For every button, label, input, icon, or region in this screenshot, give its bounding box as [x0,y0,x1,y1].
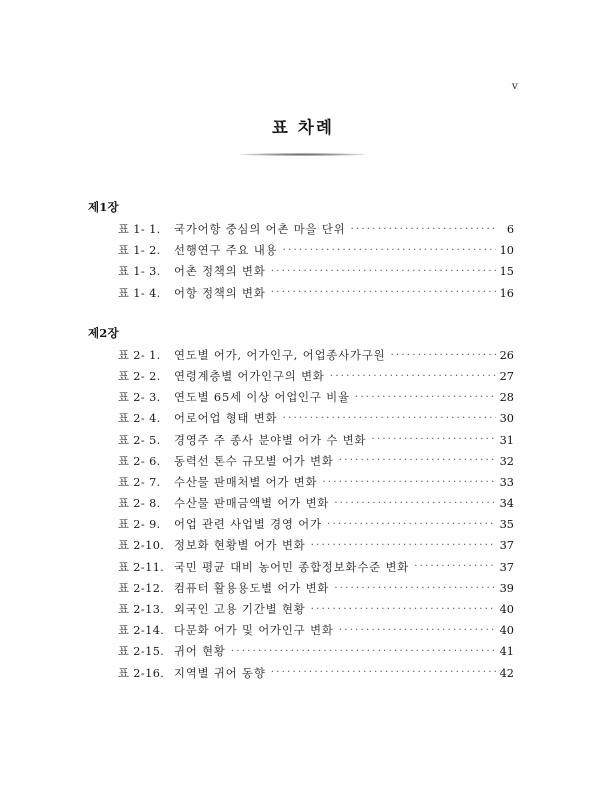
entry-label: 표 1- 1. [118,223,161,236]
chapter-heading-1: 제1장 [88,200,119,214]
entry-label: 표 1- 2. [118,244,161,258]
entry-label: 표 2-13. [118,603,165,616]
decorative-rule [241,153,365,156]
table-of-contents [88,199,514,686]
list-item[interactable] [88,221,514,242]
entry-page-number: 15 [499,265,514,279]
entry-title: 경영주 주 종사 분야별 어가 수 변화 [174,433,367,447]
entry-title: 귀어 현황 [174,645,226,659]
list-item[interactable] [88,432,514,453]
dot-leader [283,243,497,254]
title-rule-wrapper [0,153,606,159]
dot-leader [271,264,496,275]
entry-label: 표 2- 9. [118,518,161,532]
dot-leader [322,475,496,486]
entry-label: 표 2-15. [118,645,165,659]
entry-label: 표 2- 1. [118,348,161,362]
entry-label: 표 2-14. [118,624,165,638]
entry-title: 수산물 판매처별 어가 변화 [174,475,318,489]
entry-page-number: 28 [499,391,514,405]
entry-title: 국민 평균 대비 농어민 종합정보화수준 변화 [174,560,410,574]
entry-page-number: 10 [499,244,514,258]
list-item[interactable] [88,537,514,558]
dot-leader [414,559,496,570]
dot-leader [339,453,496,464]
entry-page-number: 42 [499,666,514,680]
entry-label: 표 2- 5. [118,433,161,447]
entry-label: 표 2- 7. [118,475,161,489]
entry-label: 표 1- 3. [118,265,161,279]
entry-title: 동력선 톤수 규모별 어가 변화 [174,454,334,468]
entry-page-number: 16 [499,286,514,300]
entry-label: 표 2- 6. [118,454,161,468]
dot-leader [231,644,496,655]
list-item[interactable] [88,285,514,306]
entry-page-number: 40 [499,603,514,616]
entry-title: 국가어항 중심의 어촌 마을 단위 [174,223,346,236]
list-item[interactable] [88,453,514,474]
entry-label: 표 2- 4. [118,412,161,426]
list-item[interactable] [88,601,514,622]
entry-page-number: 34 [499,497,514,511]
entry-page-number: 40 [499,624,514,638]
list-item[interactable] [88,263,514,284]
entry-label: 표 2-11. [118,560,165,574]
dot-leader [283,411,497,422]
list-item[interactable] [88,474,514,495]
dot-leader [351,222,496,233]
entry-label: 표 2- 8. [118,497,161,511]
dot-leader [334,496,496,507]
list-item[interactable] [88,347,514,368]
entry-label: 표 2-16. [118,666,165,680]
list-item[interactable] [88,242,514,263]
list-item[interactable] [88,643,514,664]
page-number: v [511,80,518,92]
dot-leader [271,285,496,296]
list-item[interactable] [88,516,514,537]
entry-list-chapter-1 [88,221,514,306]
entry-title: 다문화 어가 및 어가인구 변화 [174,624,334,638]
page-title: 표 차례 [271,118,335,137]
entry-title: 어로어업 형태 변화 [174,412,278,426]
list-item[interactable] [88,580,514,601]
list-item[interactable] [88,495,514,516]
entry-label: 표 1- 4. [118,286,161,300]
entry-title: 연도별 어가, 어가인구, 어업종사가구원 [174,348,386,362]
list-item[interactable] [88,559,514,580]
entry-title: 수산물 판매금액별 어가 변화 [174,497,330,511]
entry-label: 표 2-10. [118,539,165,553]
dot-leader [271,665,496,676]
entry-page-number: 27 [499,369,514,383]
title-block [0,118,606,159]
entry-title: 선행연구 주요 내용 [174,244,278,258]
dot-leader [355,390,496,401]
entry-page-number: 30 [499,412,514,426]
dot-leader [327,517,496,528]
dot-leader [390,347,496,358]
dot-leader [311,602,496,613]
dot-leader [334,581,496,592]
entry-page-number: 35 [499,518,514,532]
dot-leader [371,432,496,443]
dot-leader [311,538,496,549]
dot-leader [330,369,496,380]
entry-page-number: 31 [499,433,514,447]
entry-title: 정보화 현황별 어가 변화 [174,539,306,553]
entry-label: 표 2- 3. [118,391,161,405]
list-item[interactable] [88,389,514,410]
entry-list-chapter-2 [88,347,514,686]
list-item[interactable] [88,665,514,686]
entry-page-number: 33 [499,475,514,489]
entry-title: 컴퓨터 활용용도별 어가 변화 [174,581,330,595]
entry-title: 연령계층별 어가인구의 변화 [174,369,325,383]
list-item[interactable] [88,368,514,389]
entry-page-number: 26 [499,348,514,362]
entry-title: 외국인 고용 기간별 현황 [174,603,306,616]
entry-page-number: 41 [499,645,514,659]
entry-page-number: 39 [499,581,514,595]
entry-label: 표 2-12. [118,581,165,595]
entry-page-number: 37 [499,539,514,553]
entry-title: 지역별 귀어 동향 [174,666,266,680]
entry-label: 표 2- 2. [118,369,161,383]
entry-page-number: 32 [499,454,514,468]
entry-title: 연도별 65세 이상 어업인구 비율 [174,391,350,405]
chapter-heading-2: 제2장 [88,325,119,340]
entry-title: 어촌 정책의 변화 [174,265,266,279]
list-item[interactable] [88,622,514,643]
entry-title: 어항 정책의 변화 [174,286,266,300]
entry-page-number: 6 [506,223,514,236]
entry-page-number: 37 [499,560,514,574]
entry-title: 어업 관련 사업별 경영 어가 [174,518,322,532]
list-item[interactable] [88,410,514,431]
dot-leader [339,623,496,634]
